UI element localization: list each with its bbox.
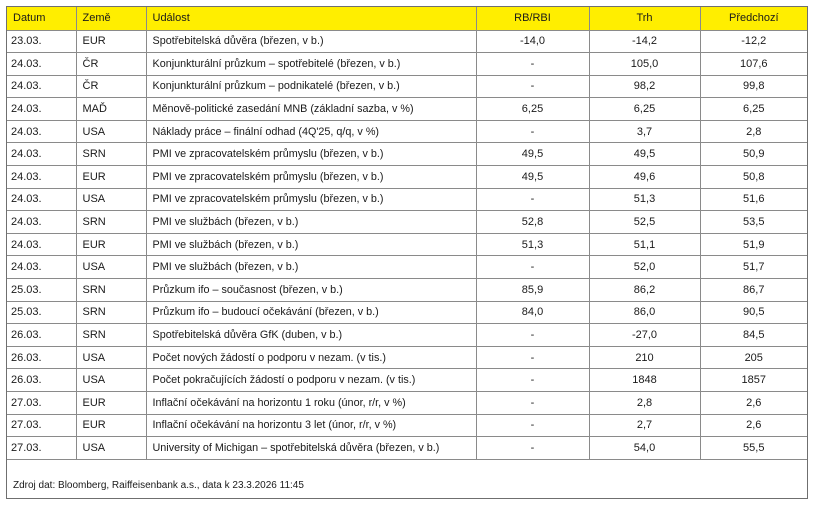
table-row [7,437,807,460]
table-row [7,98,807,121]
cell-event: Počet pokračujících žádostí o podporu v nezam. (v tis.) [146,369,476,392]
cell-rb: 52,8 [476,211,589,234]
cell-event: Konjunkturální průzkum – spotřebitelé (březen, v b.) [146,53,476,76]
cell-previous: 51,7 [700,256,807,279]
cell-previous: 86,7 [700,279,807,302]
cell-market: 51,1 [589,233,700,256]
cell-country: ČR [76,53,146,76]
cell-date: 26.03. [7,324,76,347]
cell-rb: - [476,392,589,415]
cell-market: 2,8 [589,392,700,415]
cell-market: 49,6 [589,166,700,189]
cell-market: 54,0 [589,437,700,460]
column-header-market: Trh [589,7,700,30]
cell-rb: - [476,324,589,347]
cell-market: 1848 [589,369,700,392]
cell-date: 23.03. [7,30,76,53]
table-row [7,188,807,211]
table-row [7,211,807,234]
cell-country: SRN [76,279,146,302]
cell-event: Spotřebitelská důvěra GfK (duben, v b.) [146,324,476,347]
cell-country: USA [76,256,146,279]
cell-date: 24.03. [7,120,76,143]
table-row [7,166,807,189]
cell-country: MAĎ [76,98,146,121]
table-row [7,53,807,76]
cell-market: -27,0 [589,324,700,347]
cell-date: 24.03. [7,188,76,211]
cell-country: EUR [76,30,146,53]
cell-previous: 55,5 [700,437,807,460]
cell-rb: - [476,414,589,437]
cell-country: SRN [76,143,146,166]
cell-market: 2,7 [589,414,700,437]
cell-market: 86,0 [589,301,700,324]
cell-rb: - [476,120,589,143]
table-row [7,346,807,369]
cell-rb: - [476,53,589,76]
table-row [7,324,807,347]
cell-previous: 1857 [700,369,807,392]
column-header-country: Země [76,7,146,30]
cell-previous: 51,6 [700,188,807,211]
cell-country: EUR [76,166,146,189]
table-row [7,143,807,166]
cell-market: 210 [589,346,700,369]
cell-previous: 2,8 [700,120,807,143]
column-header-date: Datum [7,7,76,30]
cell-market: 52,0 [589,256,700,279]
cell-rb: - [476,437,589,460]
cell-country: USA [76,369,146,392]
cell-previous: 205 [700,346,807,369]
cell-market: 6,25 [589,98,700,121]
cell-event: Spotřebitelská důvěra (březen, v b.) [146,30,476,53]
cell-previous: 53,5 [700,211,807,234]
cell-date: 27.03. [7,414,76,437]
cell-market: 3,7 [589,120,700,143]
table-row [7,392,807,415]
table-row [7,120,807,143]
cell-country: EUR [76,392,146,415]
source-note: Zdroj dat: Bloomberg, Raiffeisenbank a.s., data k 23.3.2026 11:45 [13,480,304,491]
cell-event: University of Michigan – spotřebitelská důvěra (březen, v b.) [146,437,476,460]
table-body [7,30,807,459]
cell-previous: 6,25 [700,98,807,121]
cell-previous: 50,8 [700,166,807,189]
cell-market: -14,2 [589,30,700,53]
cell-rb: - [476,75,589,98]
cell-date: 24.03. [7,75,76,98]
table-row [7,30,807,53]
cell-rb: -14,0 [476,30,589,53]
cell-market: 86,2 [589,279,700,302]
cell-previous: 2,6 [700,414,807,437]
table-row [7,301,807,324]
cell-country: USA [76,346,146,369]
cell-country: SRN [76,324,146,347]
column-header-rb: RB/RBI [476,7,589,30]
cell-date: 24.03. [7,256,76,279]
cell-previous: 2,6 [700,392,807,415]
cell-market: 105,0 [589,53,700,76]
economic-calendar-table [7,7,807,460]
cell-date: 24.03. [7,233,76,256]
cell-previous: -12,2 [700,30,807,53]
table-row [7,75,807,98]
table-row [7,256,807,279]
cell-date: 24.03. [7,98,76,121]
cell-event: PMI ve službách (březen, v b.) [146,256,476,279]
cell-event: Průzkum ifo – budoucí očekávání (březen, v b.) [146,301,476,324]
cell-event: PMI ve službách (březen, v b.) [146,211,476,234]
cell-market: 98,2 [589,75,700,98]
cell-event: Měnově-politické zasedání MNB (základní sazba, v %) [146,98,476,121]
cell-country: EUR [76,233,146,256]
table-row [7,414,807,437]
table-row [7,279,807,302]
cell-date: 24.03. [7,211,76,234]
cell-market: 52,5 [589,211,700,234]
table-row [7,369,807,392]
cell-country: USA [76,437,146,460]
cell-rb: - [476,369,589,392]
cell-rb: - [476,256,589,279]
cell-rb: - [476,188,589,211]
cell-date: 25.03. [7,279,76,302]
cell-country: SRN [76,211,146,234]
cell-event: Průzkum ifo – současnost (březen, v b.) [146,279,476,302]
cell-date: 24.03. [7,53,76,76]
cell-previous: 50,9 [700,143,807,166]
cell-rb: 84,0 [476,301,589,324]
cell-previous: 99,8 [700,75,807,98]
cell-event: Inflační očekávání na horizontu 1 roku (únor, r/r, v %) [146,392,476,415]
cell-event: Konjunkturální průzkum – podnikatelé (březen, v b.) [146,75,476,98]
cell-previous: 51,9 [700,233,807,256]
cell-previous: 107,6 [700,53,807,76]
cell-event: Náklady práce – finální odhad (4Q'25, q/q, v %) [146,120,476,143]
table-header [7,7,807,30]
cell-market: 49,5 [589,143,700,166]
cell-event: Počet nových žádostí o podporu v nezam. (v tis.) [146,346,476,369]
cell-date: 25.03. [7,301,76,324]
cell-country: SRN [76,301,146,324]
cell-country: EUR [76,414,146,437]
cell-rb: 49,5 [476,166,589,189]
calendar-frame [6,6,808,499]
cell-event: Inflační očekávání na horizontu 3 let (únor, r/r, v %) [146,414,476,437]
cell-event: PMI ve zpracovatelském průmyslu (březen, v b.) [146,166,476,189]
cell-country: USA [76,188,146,211]
cell-date: 26.03. [7,369,76,392]
cell-rb: 6,25 [476,98,589,121]
table-row [7,233,807,256]
cell-previous: 84,5 [700,324,807,347]
cell-event: PMI ve službách (březen, v b.) [146,233,476,256]
cell-country: USA [76,120,146,143]
cell-date: 27.03. [7,392,76,415]
cell-rb: 49,5 [476,143,589,166]
cell-rb: 51,3 [476,233,589,256]
cell-event: PMI ve zpracovatelském průmyslu (březen, v b.) [146,143,476,166]
cell-rb: - [476,346,589,369]
cell-date: 24.03. [7,166,76,189]
column-header-previous: Předchozí [700,7,807,30]
cell-date: 24.03. [7,143,76,166]
cell-rb: 85,9 [476,279,589,302]
cell-date: 27.03. [7,437,76,460]
cell-previous: 90,5 [700,301,807,324]
cell-date: 26.03. [7,346,76,369]
cell-market: 51,3 [589,188,700,211]
column-header-event: Událost [146,7,476,30]
cell-country: ČR [76,75,146,98]
header-row [7,7,807,30]
cell-event: PMI ve zpracovatelském průmyslu (březen, v b.) [146,188,476,211]
